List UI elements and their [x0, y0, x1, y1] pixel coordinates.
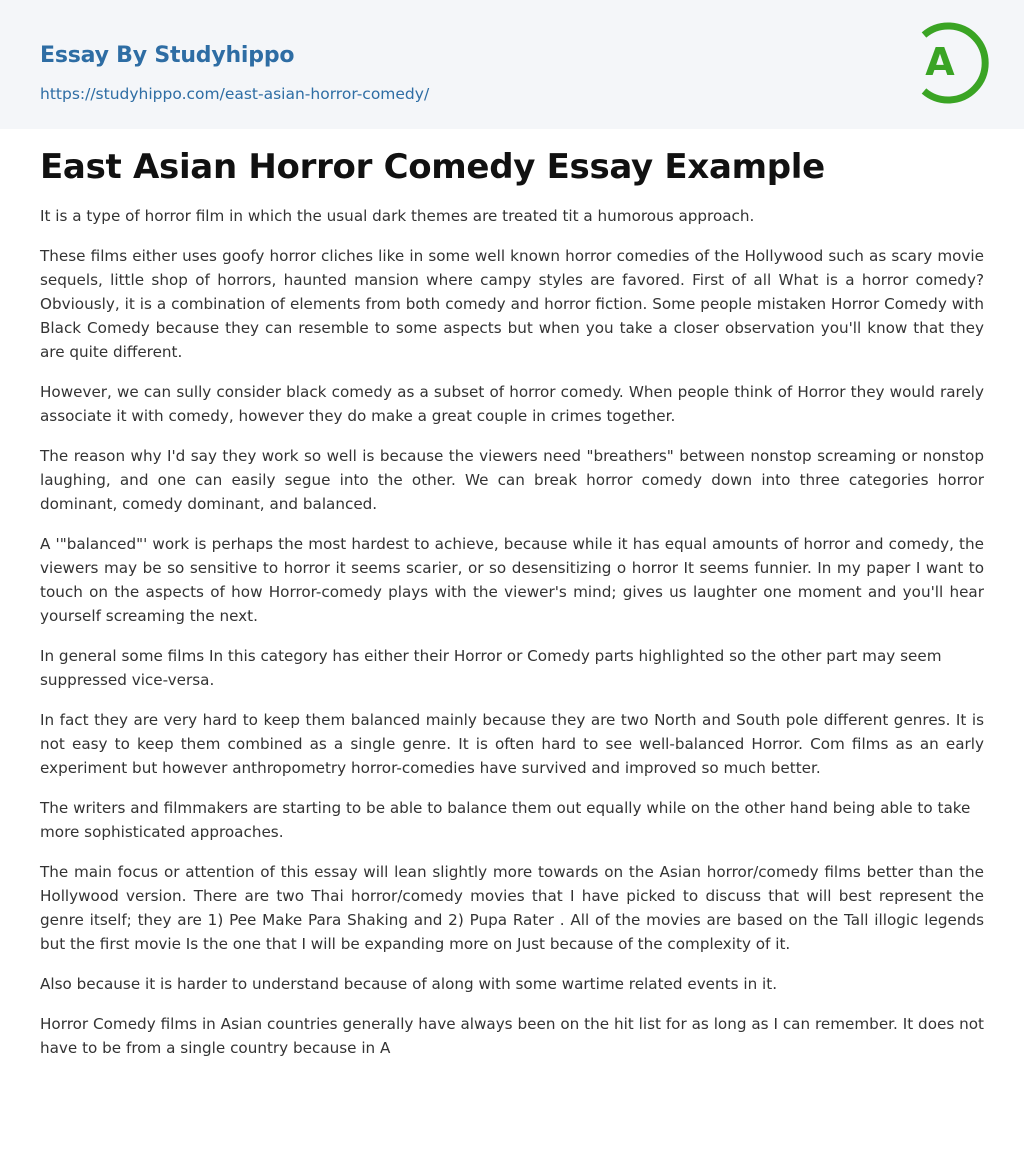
brand-title[interactable]: Essay By Studyhippo — [40, 43, 295, 68]
paragraph: These films either uses goofy horror cliches like in some well known horror comedies of the Hollywood such as scary movie sequels, little shop of horrors, haunted mansion where campy styles are favored. First of all What is a horror comedy? Obviously, it is a combination of elements from both comedy and horror fiction. Some people mistaken Horror Comedy with Black Comedy because they can resemble to some aspects but when you take a closer observation you'll know that they are quite different. — [40, 247, 984, 361]
paragraph: However, we can sully consider black comedy as a subset of horror comedy. When people think of Horror they would rarely associate it with comedy, however they do make a great couple in crimes together. — [40, 383, 984, 425]
paragraph: It is a type of horror film in which the usual dark themes are treated tit a humorous approach. — [40, 207, 755, 225]
logo-letter: A — [925, 40, 955, 84]
paragraph: In fact they are very hard to keep them balanced mainly because they are two North and South pole different genres. It is not easy to keep them combined as a single genre. It is often hard to see well-balanced Horror. Com films as an early experiment but however anthropometry horror-comedies have survived and improved so much better. — [40, 711, 984, 777]
paragraph: Also because it is harder to understand because of along with some wartime related events in it. — [40, 975, 778, 993]
paragraph: Horror Comedy films in Asian countries generally have always been on the hit list for as long as I can remember. It does not have to be from a single country because in A — [40, 1015, 984, 1057]
page-title: East Asian Horror Comedy Essay Example — [40, 147, 825, 187]
paragraph: In general some films In this category has either their Horror or Comedy parts highlighted so the other part may seem suppressed vice-versa. — [40, 647, 942, 689]
studyhippo-logo-icon[interactable] — [910, 18, 990, 108]
paragraph: The reason why I'd say they work so well is because the viewers need "breathers" between nonstop screaming or nonstop laughing, and one can easily segue into the other. We can break horror comedy down into three categories horror dominant, comedy dominant, and balanced. — [40, 447, 984, 513]
essay-url-link[interactable]: https://studyhippo.com/east-asian-horror-comedy/ — [40, 85, 430, 103]
paragraph: The main focus or attention of this essay will lean slightly more towards on the Asian horror/comedy films better than the Hollywood version. There are two Thai horror/comedy movies that I have picked to discuss that will best represent the genre itself; they are 1) Pee Make Para Shaking and 2) Pupa Rater . All of the movies are based on the Tall illogic legends but the first movie Is the one that I will be expanding more on Just because of the complexity of it. — [40, 863, 984, 953]
site-header — [0, 0, 1024, 129]
paragraph: The writers and filmmakers are starting to be able to balance them out equally while on the other hand being able to take more sophisticated approaches. — [40, 799, 971, 841]
article — [40, 142, 984, 1076]
paragraph: A '"balanced"' work is perhaps the most hardest to achieve, because while it has equal amounts of horror and comedy, the viewers may be so sensitive to horror it seems scarier, or so desensitizing o horror It seems funnier. In my paper I want to touch on the aspects of how Horror-comedy plays with the viewer's mind; gives us laughter one moment and you'll hear yourself screaming the next. — [40, 535, 984, 625]
